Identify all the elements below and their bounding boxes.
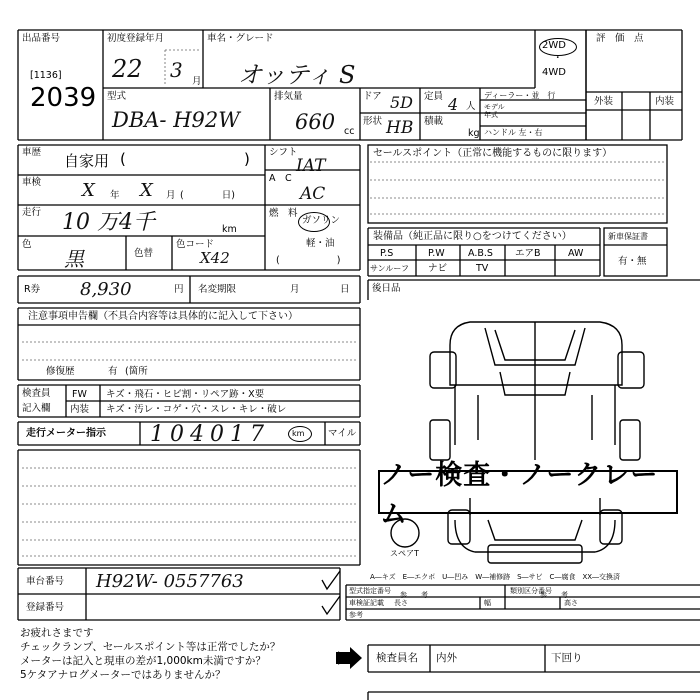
inspection-year-unit: 年 xyxy=(110,190,120,201)
model-year-sub: 年式 xyxy=(484,111,498,119)
equipment-airbag: エアB xyxy=(515,248,541,259)
height-label: 高さ xyxy=(564,599,578,607)
checklist-line2: チェックランプ、セールスポイント等は正常でしたか？ xyxy=(20,641,281,653)
color-value: 黒 xyxy=(64,247,84,271)
registration-label: 登録番号 xyxy=(26,602,65,613)
model-year-label: モデル xyxy=(484,103,505,111)
load-unit: kg xyxy=(468,128,480,139)
recycle-value: 8,930 xyxy=(80,279,132,300)
check-row1-text: キズ・飛石・ヒビ割・リペア跡・X要 xyxy=(106,389,265,400)
lot-number: 2039 xyxy=(30,83,97,113)
drive-2wd: 2WD xyxy=(542,40,566,51)
car-name: オッティ S xyxy=(238,61,356,89)
equipment-ps: P.S xyxy=(380,248,394,259)
warranty-value: 有・無 xyxy=(618,256,647,267)
checklist-line1: お疲れさまです xyxy=(20,627,94,639)
meter-unit-mile: マイル xyxy=(328,428,357,439)
lot-code: [1136] xyxy=(30,70,62,81)
color-change-label: 色替 xyxy=(134,248,154,259)
reg-month: 3 xyxy=(170,58,183,82)
equipment-navi: ナビ xyxy=(428,263,448,274)
width-label: 幅 xyxy=(484,599,491,607)
drive-4wd: 4WD xyxy=(542,67,566,78)
check-title-bottom: 記入欄 xyxy=(22,403,51,414)
equipment-sunroof: サンルーフ xyxy=(370,264,409,273)
drive-dot: ・ xyxy=(553,53,563,64)
mileage-label: 走行 xyxy=(22,207,42,218)
lot-label: 出品番号 xyxy=(22,33,61,44)
equipment-abs: A.B.S xyxy=(468,248,493,259)
no-inspection-no-claim-stamp: ノー検査・ノークレーム xyxy=(378,470,678,514)
spare-tire-label: スペアT xyxy=(390,549,419,558)
check-row2-label: 内装 xyxy=(70,404,90,415)
checklist-line3: メーターは記入と現車の差が1,000km未満ですか？ xyxy=(20,655,266,667)
meter-unit-km: km xyxy=(292,429,305,438)
recycle-label: R券 xyxy=(24,284,41,295)
mileage-value: 10 万4千 xyxy=(62,210,155,235)
meter-label: 走行メーター指示 xyxy=(26,428,106,439)
inspector-exterior-interior: 内外 xyxy=(436,652,457,664)
warranty-label: 新車保証書 xyxy=(608,232,648,241)
ac-value: AC xyxy=(300,184,326,204)
inspection-day: ( 日) xyxy=(180,190,235,201)
equipment-label: 装備品（純正品に限り○をつけてください） xyxy=(373,231,572,242)
door-label: ドア xyxy=(363,91,382,102)
name-change-month: 月 xyxy=(290,284,300,295)
sales-points-label: セールスポイント（正常に機能するものに限ります） xyxy=(373,148,613,159)
after-goods-label: 後日品 xyxy=(372,283,401,294)
equipment-aw: AW xyxy=(568,248,584,259)
color-code-label: 色コード xyxy=(176,239,215,250)
check-row2-text: キズ・汚レ・コゲ・穴・スレ・キレ・破レ xyxy=(106,404,287,415)
reg-year: 22 xyxy=(112,55,143,83)
check-row1-label: FW xyxy=(72,389,87,400)
fuel-label: 燃 料 xyxy=(269,208,298,219)
notes-label: 注意事項申告欄（不具合内容等は具体的に記入して下さい） xyxy=(28,311,298,322)
history-paren-close: ) xyxy=(244,150,250,168)
recycle-unit: 円 xyxy=(174,284,184,295)
shape-value: HB xyxy=(386,118,414,138)
rating-label: 評 価 点 xyxy=(596,33,644,44)
handle-label: ハンドル 左・右 xyxy=(484,128,543,137)
equipment-pw: P.W xyxy=(428,248,445,259)
color-code: X42 xyxy=(200,249,230,267)
reg-month-unit: 月 xyxy=(192,76,202,87)
inspection-month: X xyxy=(140,180,153,201)
repair-part: (箇所 xyxy=(125,366,148,377)
inspector-underside: 下回り xyxy=(551,652,583,664)
damage-legend: A―キズ E―エクボ U―凹み W―補修跡 S―サビ C―腐食 XX―交換済 xyxy=(370,573,621,581)
name-change-day: 日 xyxy=(340,284,350,295)
chassis-value: H92W- 0557763 xyxy=(96,571,244,592)
fuel-options: 軽・油 xyxy=(306,238,335,249)
exterior-label: 外装 xyxy=(594,96,614,107)
name-change-label: 名変期限 xyxy=(198,284,237,295)
load-label: 積載 xyxy=(424,116,444,127)
displacement-value: 660 xyxy=(295,110,336,134)
capacity-unit: 人 xyxy=(466,101,476,112)
history-value: 自家用 xyxy=(64,152,110,170)
inspection-label: 車検 xyxy=(22,177,42,188)
dealer-label: ディーラー・並 行 xyxy=(484,91,556,100)
repair-label: 修復歴 xyxy=(46,366,75,377)
ref-label: 参考 xyxy=(349,611,363,619)
inspection-month-unit: 月 xyxy=(166,190,176,201)
checklist-line4: 5ケタアナログメーターではありませんか？ xyxy=(20,669,226,681)
chassis-label: 車台番号 xyxy=(26,576,65,587)
name-label: 車名・グレード xyxy=(207,33,274,44)
shape-label: 形状 xyxy=(363,116,383,127)
mileage-unit: km xyxy=(222,224,237,235)
capacity-label: 定員 xyxy=(424,91,444,102)
color-label: 色 xyxy=(22,239,32,250)
reg-label: 初度登録年月 xyxy=(107,33,165,44)
displacement-label: 排気量 xyxy=(274,91,303,102)
cert-label: 型式指定番号 xyxy=(349,587,391,595)
shift-value: IAT xyxy=(296,156,326,176)
interior-label: 内装 xyxy=(655,96,675,107)
equipment-tv: TV xyxy=(476,263,489,274)
vehicle-cert-label: 車検証記載 xyxy=(349,599,384,607)
inspector-label: 検査員名 xyxy=(376,652,418,664)
inspection-year: X xyxy=(82,180,95,201)
length-label: 長さ xyxy=(394,599,408,607)
history-paren-open: ( xyxy=(120,150,126,168)
class-label: 類別区分番号 xyxy=(510,587,552,595)
fuel-value: ガソリン xyxy=(302,215,341,226)
model-label: 型式 xyxy=(107,91,127,102)
cert-sub: 参 考 xyxy=(400,591,428,599)
class-sub: 参 考 xyxy=(540,591,568,599)
ac-label: A C xyxy=(269,173,292,184)
capacity-value: 4 xyxy=(448,95,459,114)
displacement-unit: cc xyxy=(344,126,355,137)
model-value: DBA- H92W xyxy=(112,108,240,132)
door-value: 5D xyxy=(390,93,414,112)
shift-label: シフト xyxy=(269,147,298,158)
history-label: 車歴 xyxy=(22,147,42,158)
fuel-paren: ( ) xyxy=(276,255,341,266)
meter-value: 104017 xyxy=(150,422,270,447)
check-title-top: 検査員 xyxy=(22,388,51,399)
repair-value: 有 xyxy=(108,366,118,377)
